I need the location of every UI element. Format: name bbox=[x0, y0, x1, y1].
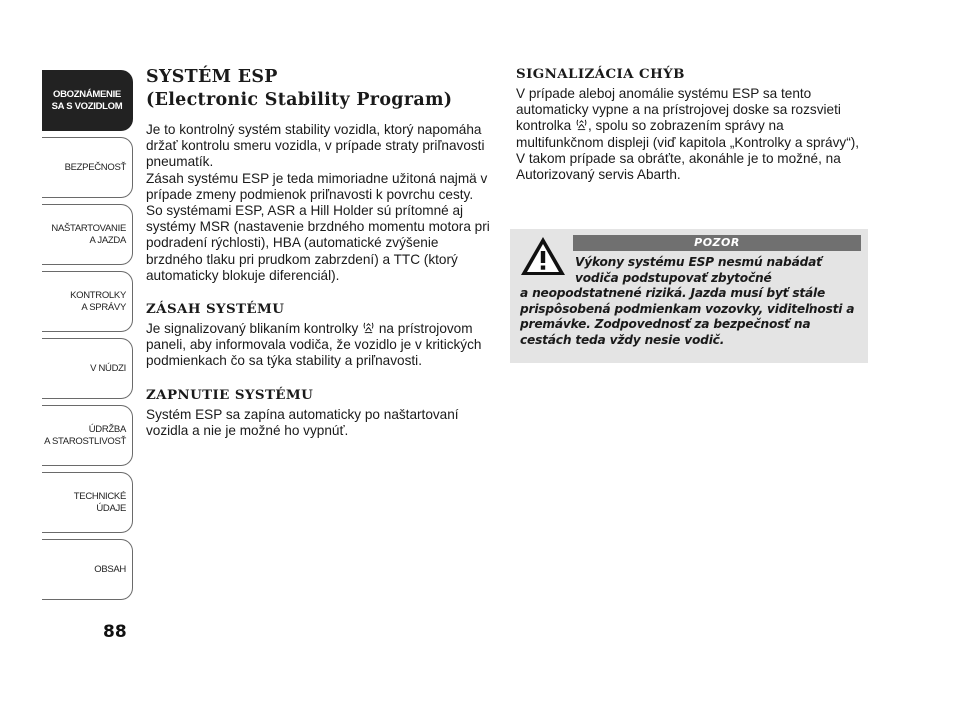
tab-bezpecnost[interactable] bbox=[42, 137, 133, 198]
warning-box bbox=[510, 229, 868, 363]
tab-label: ÚDRŽBA A STAROSTLIVOSŤ bbox=[44, 423, 126, 447]
zasah-text-after: na prístrojovom paneli, aby informovala vodiča, že vozidlo je v kritických podmienkach čo sa týka stability a priľnavosti. bbox=[146, 321, 482, 369]
tab-v-nudzi[interactable] bbox=[42, 338, 133, 399]
tab-obsah[interactable] bbox=[42, 539, 133, 600]
tab-kontrolky[interactable] bbox=[42, 271, 133, 332]
warning-text bbox=[520, 255, 865, 349]
intro-paragraph-2: Zásah systému ESP je teda mimoriadne užitoná najmä v prípade zmeny podmienok priľnavosti k povrchu cesty. bbox=[146, 170, 488, 202]
title-line-1: SYSTÉM ESP bbox=[146, 67, 278, 87]
signalizacia-text-before: V prípade aleboj anomálie systému ESP sa tento automaticky vypne a na prístrojovej doske sa rozsvieti kontrolka bbox=[516, 86, 841, 134]
title-line-2: (Electronic Stability Program) bbox=[146, 90, 453, 110]
warning-text-indented: Výkony systému ESP nesmú nabádať vodiča podstupovať zbytočné bbox=[575, 255, 822, 285]
page-title bbox=[146, 66, 498, 112]
signalizacia-text-after: , spolu so zobrazením správy na multifunkčnom displeji (viď kapitola „Kontrolky a správy“), V takom prípade sa obráťte, akonáhle je to možné, na Autorizovaný servis Abarth. bbox=[516, 118, 860, 183]
section-heading-zapnutie: ZAPNUTIE SYSTÉMU bbox=[146, 386, 314, 403]
intro-paragraph: Je to kontrolný systém stability vozidla, ktorý napomáha držať kontrolu smeru vozidla, v prípade straty priľnavosti pneumatík. bbox=[146, 122, 485, 170]
intro-paragraph-3: So systémami ESP, ASR a Hill Holder sú prítomné aj systémy MSR (nastavenie brzdného momentu motora pri podradení rýchlosti), HBA (automatické zvýšenie brzdného tlaku pri prudkom zabrzdení) a TTC (ktorý automaticky blokuje diferenciál). bbox=[146, 203, 490, 283]
tab-technicke-udaje[interactable] bbox=[42, 472, 133, 533]
right-column bbox=[516, 66, 868, 183]
tab-label: KONTROLKY A SPRÁVY bbox=[70, 289, 126, 313]
zasah-paragraph bbox=[146, 321, 498, 370]
tab-oboznamenie[interactable] bbox=[42, 70, 133, 131]
zapnutie-paragraph: Systém ESP sa zapína automaticky po naštartovaní vozidla a nie je možné ho vypnúť. bbox=[146, 406, 459, 438]
esp-warning-light-icon bbox=[362, 321, 375, 334]
section-heading-signalizacia: SIGNALIZÁCIA CHÝB bbox=[516, 66, 685, 82]
tab-label: OBSAH bbox=[94, 563, 126, 575]
warning-label: POZOR bbox=[573, 235, 861, 251]
left-column bbox=[146, 66, 498, 439]
tab-label: OBOZNÁMENIE SA S VOZIDLOM bbox=[51, 88, 123, 112]
section-heading-zasah: ZÁSAH SYSTÉMU bbox=[146, 301, 285, 318]
tab-label: NAŠTARTOVANIE A JAZDA bbox=[51, 222, 126, 246]
zasah-text-before: Je signalizovaný blikaním kontrolky bbox=[146, 321, 359, 337]
esp-warning-light-icon bbox=[575, 118, 588, 131]
signalizacia-paragraph bbox=[516, 86, 868, 183]
tab-nastartovanie[interactable] bbox=[42, 204, 133, 265]
tab-label: TECHNICKÉ ÚDAJE bbox=[73, 490, 126, 514]
chapter-tabs bbox=[42, 70, 133, 606]
tab-label: BEZPEČNOSŤ bbox=[64, 161, 126, 173]
warning-text-rest: a neopodstatnené riziká. Jazda musí byť stále prispôsobená podmienkam vozovky, viditeľnosti a premávke. Zodpovednosť za bezpečnosť na cestách teda vždy nesie vodič. bbox=[520, 286, 855, 347]
page-number: 88 bbox=[103, 622, 127, 642]
tab-label: V NÚDZI bbox=[90, 362, 126, 374]
tab-udrzba[interactable] bbox=[42, 405, 133, 466]
